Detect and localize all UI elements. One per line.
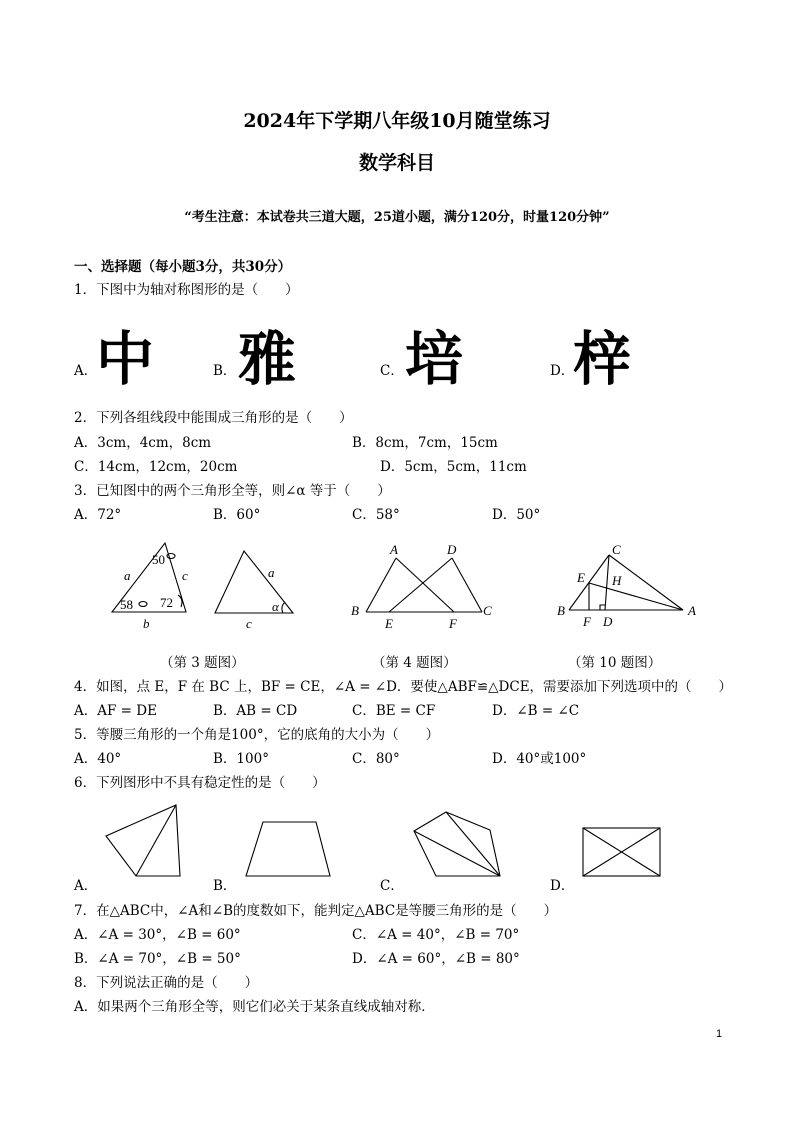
fig3-label-alpha: α <box>272 599 279 614</box>
fig3-alpha-arc <box>282 602 285 613</box>
fig4-label-F: F <box>449 616 457 631</box>
question-7-stem: 7．在△ABC中，∠A和∠B的度数如下，能判定△ABC是等腰三角形的是（ ） <box>74 903 558 919</box>
figure-4-caption: （第 4 题图） <box>372 655 457 671</box>
q8-option-a: A．如果两个三角形全等，则它们必关于某条直线成轴对称． <box>74 999 435 1015</box>
fig3-label-c: c <box>182 568 188 583</box>
q4-option-a: A．AF = DE <box>74 703 157 719</box>
q3-option-a: A．72° <box>74 507 122 523</box>
q7-option-d: D．∠A = 60°，∠B = 80° <box>352 951 520 967</box>
fig10-label-F: F <box>583 614 591 629</box>
q5-option-a: A．40° <box>74 751 122 767</box>
figures-row <box>0 535 794 635</box>
fig3-angle-mark-left <box>139 602 147 607</box>
q4-option-b: B．AB = CD <box>213 703 298 719</box>
question-2-stem: 2．下列各组线段中能围成三角形的是（ ） <box>74 410 353 426</box>
q2-option-c: C．14cm，12cm，20cm <box>74 459 238 475</box>
q3-option-d: D．50° <box>492 507 541 523</box>
figure-10-caption: （第 10 题图） <box>568 655 662 671</box>
question-1-stem: 1．下图中为轴对称图形的是（ ） <box>74 282 299 298</box>
fig4-label-A: A <box>390 542 398 557</box>
q6-figures <box>0 800 794 880</box>
question-5-stem: 5．等腰三角形的一个角是100°，它的底角的大小为（ ） <box>74 727 440 743</box>
q4-option-c: C．BE = CF <box>352 703 436 719</box>
page-number: 1 <box>716 1028 723 1040</box>
fig10-label-E: E <box>577 570 585 585</box>
exam-notice: “考生注意：本试卷共三道大题，25道小题，满分120分，时量120分钟” <box>184 210 610 225</box>
q1-option-d-label: D． <box>550 363 575 379</box>
q6-shape-b-trapezoid <box>246 822 330 876</box>
fig4-label-E: E <box>385 616 393 631</box>
question-6-stem: 6．下列图形中不具有稳定性的是（ ） <box>74 775 326 791</box>
fig3-label-b: b <box>143 616 150 631</box>
fig3-label-c-right: c <box>246 616 252 631</box>
q1-option-c-label: C． <box>380 363 404 379</box>
q1-option-a-label: A． <box>74 363 98 379</box>
fig3-triangle-right <box>215 551 293 613</box>
q3-option-b: B．60° <box>213 507 261 523</box>
figure-3 <box>112 543 293 613</box>
q2-option-d: D．5cm，5cm，11cm <box>380 459 527 475</box>
page-title: 2024年下学期八年级10月随堂练习 <box>243 110 551 132</box>
q1-option-d-glyph: 梓 <box>573 325 630 393</box>
q6-shape-c <box>414 812 500 876</box>
section-heading: 一、选择题（每小题3分，共30分） <box>74 259 292 275</box>
fig10-label-A: A <box>688 603 696 618</box>
fig3-angle-58: 58 <box>120 597 133 612</box>
fig4-label-C: C <box>483 603 492 618</box>
fig10-label-C: C <box>612 542 621 557</box>
fig10-label-H: H <box>612 573 622 588</box>
question-8-stem: 8．下列说法正确的是（ ） <box>74 975 259 991</box>
q2-option-a: A．3cm，4cm，8cm <box>74 435 212 451</box>
q6-option-a: A． <box>74 878 98 894</box>
fig4-label-D: D <box>447 542 457 557</box>
fig10-label-B: B <box>557 603 565 618</box>
question-3-stem: 3．已知图中的两个三角形全等，则∠α 等于（ ） <box>74 483 391 499</box>
figure-10 <box>569 555 683 610</box>
q6-shape-d <box>583 828 660 876</box>
fig10-label-D: D <box>603 614 613 629</box>
figure-3-caption: （第 3 题图） <box>160 655 245 671</box>
q7-option-a: A．∠A = 30°，∠B = 60° <box>74 927 241 943</box>
fig4-label-B: B <box>351 603 359 618</box>
q7-option-b: B．∠A = 70°，∠B = 50° <box>74 951 241 967</box>
page-subtitle: 数学科目 <box>358 152 435 174</box>
fig3-angle-50: 50 <box>152 552 165 567</box>
q2-option-b: B．8cm，7cm，15cm <box>352 435 498 451</box>
fig3-label-a: a <box>124 568 131 583</box>
fig3-angle-mark-top <box>167 554 175 559</box>
q1-option-a-glyph: 中 <box>96 325 153 393</box>
q6-option-d: D． <box>550 878 575 894</box>
q6-option-c: C． <box>380 878 404 894</box>
fig3-label-a-right: a <box>268 565 275 580</box>
q6-option-b: B． <box>213 878 237 894</box>
q5-option-c: C．80° <box>352 751 400 767</box>
q1-option-c-glyph: 培 <box>405 325 462 393</box>
q3-option-c: C．58° <box>352 507 400 523</box>
q7-option-c: C．∠A = 40°，∠B = 70° <box>352 927 520 943</box>
figure-4 <box>366 558 482 612</box>
q4-option-d: D．∠B = ∠C <box>492 703 580 719</box>
q1-option-b-glyph: 雅 <box>238 325 295 393</box>
q5-option-d: D．40°或100° <box>492 751 587 767</box>
q1-option-b-label: B． <box>213 363 237 379</box>
fig3-angle-72: 72 <box>160 595 173 610</box>
q6-shape-a <box>106 805 180 876</box>
question-4-stem: 4．如图，点 E，F 在 BC 上，BF = CE，∠A = ∠D．要使△ABF≌△DCE，需要添加下列选项中的（ ） <box>74 679 733 695</box>
q5-option-b: B．100° <box>213 751 269 767</box>
